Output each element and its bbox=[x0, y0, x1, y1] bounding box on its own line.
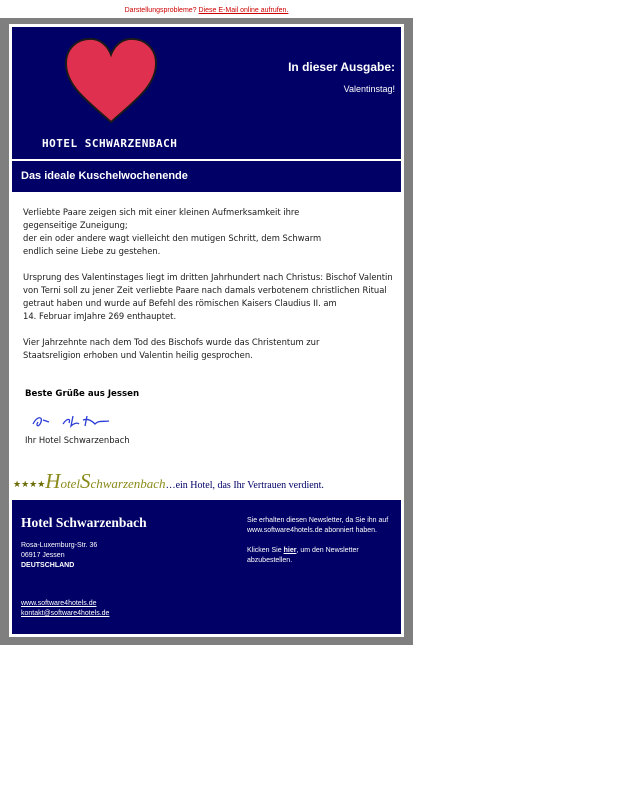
paragraph-1: Verliebte Paare zeigen sich mit einer kleinen Aufmerksamkeit ihre gegenseitige Zuneigung; der ein oder andere wagt vielleicht den mutigen Schritt, dem Schwarm endlich seine Liebe zu gestehen. bbox=[23, 207, 322, 256]
article-title: Das ideale Kuschelwochenende bbox=[21, 170, 188, 182]
slogan: …ein Hotel, das Ihr Vertrauen verdient. bbox=[165, 480, 324, 491]
footer-hotel-name: Hotel Schwarzenbach bbox=[21, 515, 147, 530]
newsletter-frame bbox=[0, 18, 413, 645]
website-link[interactable]: www.software4hotels.de bbox=[21, 600, 97, 607]
hotel-name-heading: HOTEL SCHWARZENBACH bbox=[42, 137, 178, 150]
preheader bbox=[0, 0, 413, 18]
unsubscribe-note: Klicken Sie hier, um den Newsletter abzubestellen. bbox=[247, 547, 359, 564]
subscription-note: Sie erhalten diesen Newsletter, da Sie ihn auf www.software4hotels.de abonniert haben. bbox=[247, 517, 389, 534]
star-rating-icon: ★★★★ bbox=[13, 478, 46, 489]
issue-title: In dieser Ausgabe: bbox=[288, 60, 395, 74]
email-link[interactable]: kontakt@software4hotels.de bbox=[21, 610, 110, 617]
greeting: Beste Grüße aus Jessen bbox=[25, 389, 140, 399]
newsletter-body bbox=[9, 24, 404, 637]
paragraph-2: Ursprung des Valentinstages liegt im dritten Jahrhundert nach Christus: Bischof Valentin von Terni soll zu jener Zeit verliebte Paare nach damals verbotenem christlichen Ritual getraut haben und wurde auf Befehl des römischen Kaisers Claudius II. am 14. Februar imJahre 269 enthauptet. bbox=[23, 272, 393, 321]
display-problem-notice bbox=[0, 6, 413, 15]
view-online-link[interactable]: Diese E-Mail online aufrufen. bbox=[198, 7, 289, 14]
paragraph-3: Vier Jahrzehnte nach dem Tod des Bischofs wurde das Christentum zur Staatsreligion erhoben und Valentin heilig gesprochen. bbox=[23, 337, 320, 360]
footer-address: Rosa-Luxemburg-Str. 36 06917 Jessen DEUTSCHLAND bbox=[21, 542, 98, 569]
newsletter-info bbox=[247, 516, 397, 576]
unsubscribe-link[interactable]: hier bbox=[283, 547, 297, 554]
article-text bbox=[23, 206, 403, 375]
footer bbox=[12, 500, 401, 634]
notice-text: Darstellungsprobleme? bbox=[124, 7, 197, 14]
footer-links bbox=[21, 599, 109, 619]
header-banner bbox=[12, 27, 401, 159]
signoff: Ihr Hotel Schwarzenbach bbox=[25, 435, 130, 445]
hotel-slogan-banner bbox=[13, 469, 398, 497]
article-title-bar bbox=[12, 161, 401, 192]
hotel-logo: HotelSchwarzenbach bbox=[45, 469, 166, 493]
issue-item-valentinstag[interactable]: Valentinstag! bbox=[343, 84, 395, 94]
signature-image bbox=[29, 410, 124, 432]
heart-icon bbox=[62, 36, 160, 126]
